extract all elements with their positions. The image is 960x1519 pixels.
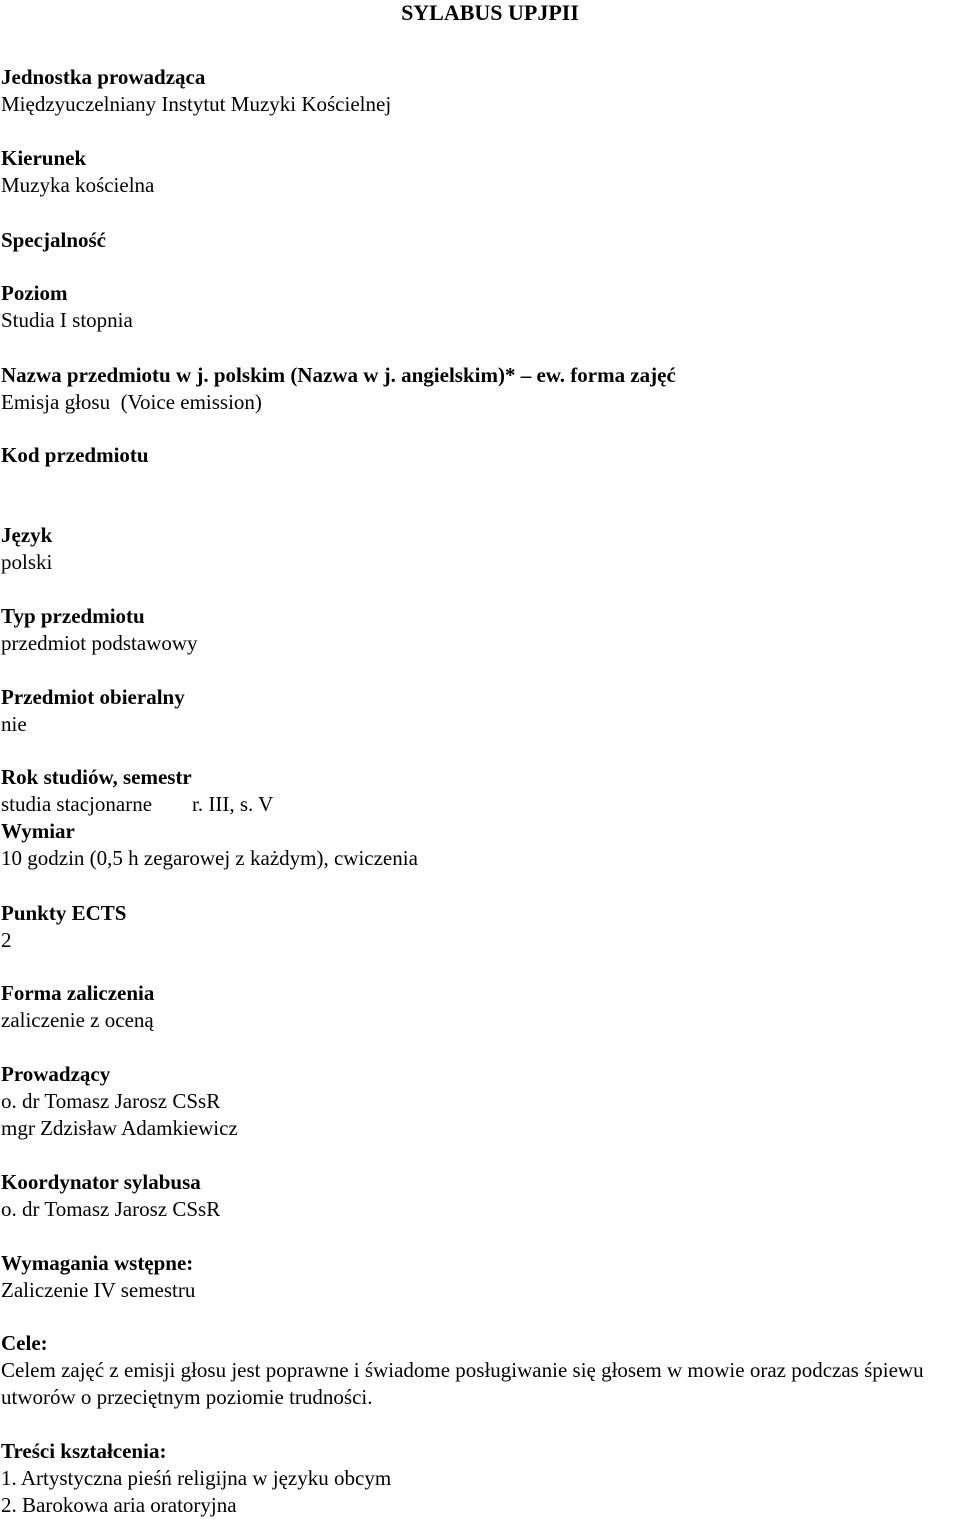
field-major (1, 145, 959, 199)
field-unit (1, 64, 959, 118)
list-item: 2. Barokowa aria oratoryjna (1, 1493, 237, 1517)
field-level (1, 280, 959, 334)
field-value: zaliczenie z oceną (1, 1008, 154, 1032)
field-label: Kod przedmiotu (1, 443, 149, 467)
field-label: Poziom (1, 281, 68, 305)
field-value: Studia I stopnia (1, 308, 133, 332)
field-coordinator (1, 1169, 959, 1223)
field-value (1, 791, 959, 818)
field-course-name (1, 362, 959, 416)
field-label: Specjalność (1, 228, 106, 252)
field-label: Wymagania wstępne: (1, 1251, 194, 1275)
field-label: Przedmiot obieralny (1, 685, 185, 709)
field-year-semester (1, 764, 959, 818)
field-value: Zaliczenie IV semestru (1, 1278, 196, 1302)
field-content (1, 1438, 959, 1519)
study-mode: studia stacjonarne (1, 792, 153, 816)
field-goals (1, 1330, 959, 1411)
field-label: Kierunek (1, 146, 87, 170)
field-label: Rok studiów, semestr (1, 765, 192, 789)
field-value: 10 godzin (0,5 h zegarowej z każdym), cwiczenia (1, 846, 418, 870)
field-value: Muzyka kościelna (1, 173, 155, 197)
field-label: Typ przedmiotu (1, 604, 145, 628)
field-value: Emisja głosu (Voice emission) (1, 390, 262, 414)
study-term: r. III, s. V (192, 792, 274, 816)
field-assessment (1, 980, 959, 1034)
field-elective (1, 684, 959, 738)
field-value: Międzyuczelniany Instytut Muzyki Kościelnej (1, 92, 392, 116)
field-ects (1, 900, 959, 954)
list-item: 1. Artystyczna pieśń religijna w języku obcym (1, 1466, 392, 1490)
field-prerequisites (1, 1250, 959, 1304)
field-value: nie (1, 712, 27, 736)
field-value: Celem zajęć z emisji głosu jest poprawne i świadome posługiwanie się głosem w mowie oraz podczas śpiewu utworów o przeciętnym poziomie trudności. (1, 1358, 924, 1409)
field-course-type (1, 603, 959, 657)
field-label: Cele: (1, 1331, 48, 1355)
field-instructors (1, 1061, 959, 1142)
field-label: Treści kształcenia: (1, 1439, 167, 1463)
field-value: 2 (1, 928, 12, 952)
field-label: Jednostka prowadząca (1, 65, 206, 89)
document-title: SYLABUS UPJPII (401, 0, 579, 25)
field-label: Koordynator sylabusa (1, 1170, 201, 1194)
field-label: Nazwa przedmiotu w j. polskim (Nazwa w j. angielskim)* – ew. forma zajęć (1, 363, 676, 387)
field-value: polski (1, 550, 53, 574)
field-label: Prowadzący (1, 1062, 111, 1086)
field-value: o. dr Tomasz Jarosz CSsR (1, 1089, 221, 1113)
field-label: Punkty ECTS (1, 901, 127, 925)
field-language (1, 522, 959, 576)
field-value: o. dr Tomasz Jarosz CSsR (1, 1197, 221, 1221)
field-hours (1, 818, 959, 872)
field-value: mgr Zdzisław Adamkiewicz (1, 1116, 238, 1140)
field-course-code (1, 442, 959, 469)
field-label: Wymiar (1, 819, 75, 843)
field-label: Język (1, 523, 53, 547)
field-label: Forma zaliczenia (1, 981, 155, 1005)
field-value: przedmiot podstawowy (1, 631, 198, 655)
field-specialty (1, 227, 959, 254)
